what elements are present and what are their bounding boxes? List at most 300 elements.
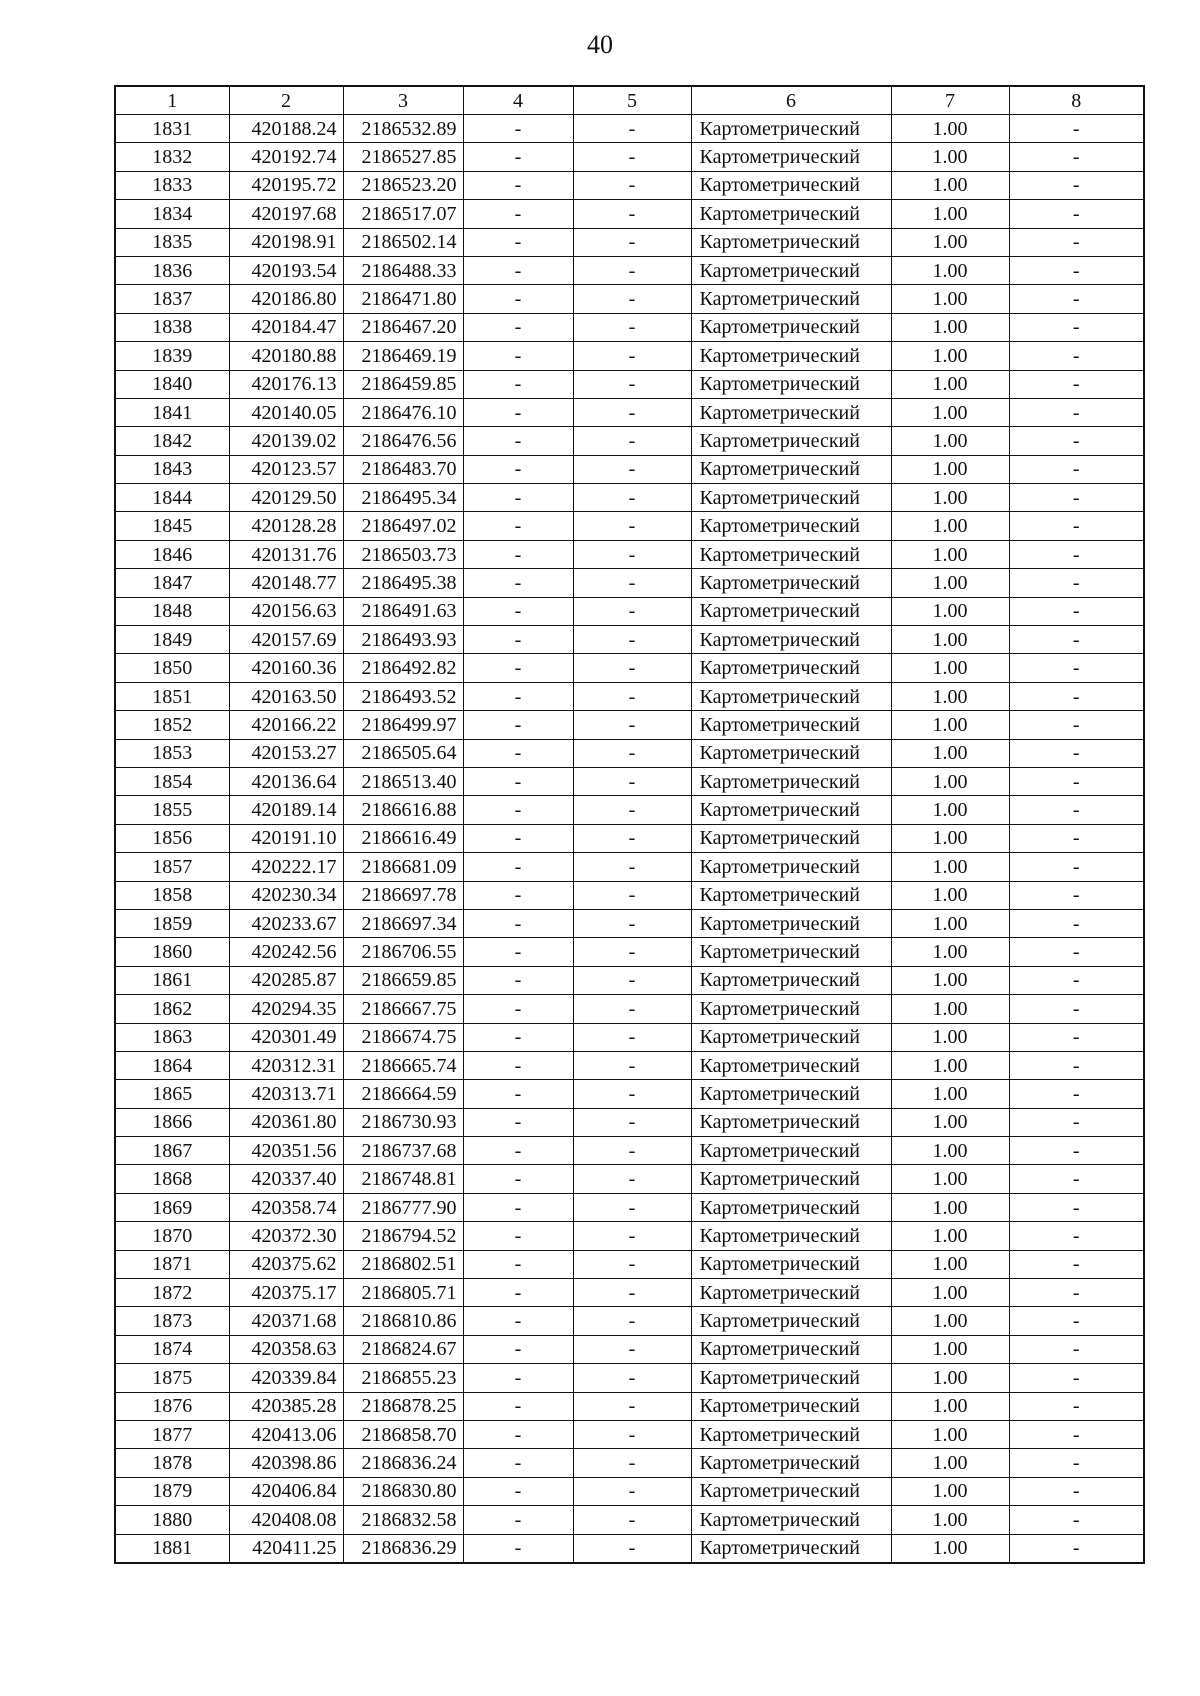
table-row [115,824,1144,852]
point-number-cell: 1843 [115,455,229,483]
x-coordinate-cell: 420413.06 [229,1420,343,1448]
point-number-cell: 1840 [115,370,229,398]
y-coordinate-cell: 2186730.93 [343,1108,463,1136]
accuracy-cell: 1.00 [891,1137,1009,1165]
column-8-cell: - [1009,484,1144,512]
column-5-cell: - [573,824,691,852]
x-coordinate-cell: 420230.34 [229,881,343,909]
accuracy-cell: 1.00 [891,512,1009,540]
table-row [115,1392,1144,1420]
point-number-cell: 1881 [115,1534,229,1563]
point-number-cell: 1861 [115,966,229,994]
method-cell: Картометрический [691,1335,891,1363]
x-coordinate-cell: 420408.08 [229,1506,343,1534]
column-4-cell: - [463,285,573,313]
point-number-cell: 1847 [115,569,229,597]
table-row [115,228,1144,256]
table-row [115,909,1144,937]
column-5-cell: - [573,1392,691,1420]
table-header-row [115,86,1144,115]
y-coordinate-cell: 2186777.90 [343,1193,463,1221]
table-row [115,1477,1144,1505]
column-5-cell: - [573,1108,691,1136]
column-4-cell: - [463,228,573,256]
column-4-cell: - [463,1023,573,1051]
column-5-cell: - [573,654,691,682]
column-8-cell: - [1009,1137,1144,1165]
accuracy-cell: 1.00 [891,342,1009,370]
column-4-cell: - [463,256,573,284]
column-header-1: 1 [115,86,229,115]
point-number-cell: 1836 [115,256,229,284]
point-number-cell: 1859 [115,909,229,937]
column-5-cell: - [573,881,691,909]
y-coordinate-cell: 2186836.29 [343,1534,463,1563]
column-4-cell: - [463,171,573,199]
method-cell: Картометрический [691,966,891,994]
column-8-cell: - [1009,995,1144,1023]
point-number-cell: 1872 [115,1279,229,1307]
table-row [115,540,1144,568]
accuracy-cell: 1.00 [891,313,1009,341]
y-coordinate-cell: 2186527.85 [343,143,463,171]
accuracy-cell: 1.00 [891,881,1009,909]
column-8-cell: - [1009,1449,1144,1477]
x-coordinate-cell: 420123.57 [229,455,343,483]
point-number-cell: 1853 [115,739,229,767]
table-row [115,1506,1144,1534]
method-cell: Картометрический [691,256,891,284]
column-5-cell: - [573,256,691,284]
column-header-4: 4 [463,86,573,115]
column-8-cell: - [1009,285,1144,313]
table-row [115,143,1144,171]
point-number-cell: 1880 [115,1506,229,1534]
accuracy-cell: 1.00 [891,540,1009,568]
column-5-cell: - [573,1534,691,1563]
column-4-cell: - [463,1477,573,1505]
column-4-cell: - [463,1193,573,1221]
x-coordinate-cell: 420385.28 [229,1392,343,1420]
method-cell: Картометрический [691,455,891,483]
table-row [115,200,1144,228]
table-row [115,1449,1144,1477]
table-row [115,626,1144,654]
method-cell: Картометрический [691,796,891,824]
column-header-6: 6 [691,86,891,115]
point-number-cell: 1876 [115,1392,229,1420]
method-cell: Картометрический [691,1420,891,1448]
column-8-cell: - [1009,455,1144,483]
method-cell: Картометрический [691,626,891,654]
column-5-cell: - [573,1080,691,1108]
y-coordinate-cell: 2186488.33 [343,256,463,284]
column-8-cell: - [1009,1108,1144,1136]
table-row [115,1108,1144,1136]
column-4-cell: - [463,1335,573,1363]
column-5-cell: - [573,1449,691,1477]
column-5-cell: - [573,1165,691,1193]
accuracy-cell: 1.00 [891,285,1009,313]
column-4-cell: - [463,200,573,228]
column-5-cell: - [573,342,691,370]
point-number-cell: 1871 [115,1250,229,1278]
table-row [115,1222,1144,1250]
method-cell: Картометрический [691,398,891,426]
table-row [115,853,1144,881]
method-cell: Картометрический [691,824,891,852]
accuracy-cell: 1.00 [891,767,1009,795]
point-number-cell: 1868 [115,1165,229,1193]
column-5-cell: - [573,1335,691,1363]
y-coordinate-cell: 2186824.67 [343,1335,463,1363]
column-5-cell: - [573,909,691,937]
x-coordinate-cell: 420148.77 [229,569,343,597]
column-5-cell: - [573,115,691,143]
accuracy-cell: 1.00 [891,1193,1009,1221]
column-8-cell: - [1009,1335,1144,1363]
method-cell: Картометрический [691,995,891,1023]
x-coordinate-cell: 420358.74 [229,1193,343,1221]
x-coordinate-cell: 420140.05 [229,398,343,426]
x-coordinate-cell: 420128.28 [229,512,343,540]
accuracy-cell: 1.00 [891,1534,1009,1563]
y-coordinate-cell: 2186499.97 [343,711,463,739]
method-cell: Картометрический [691,115,891,143]
column-5-cell: - [573,1051,691,1079]
y-coordinate-cell: 2186523.20 [343,171,463,199]
column-4-cell: - [463,1534,573,1563]
column-5-cell: - [573,143,691,171]
column-5-cell: - [573,540,691,568]
column-8-cell: - [1009,228,1144,256]
method-cell: Картометрический [691,1392,891,1420]
column-4-cell: - [463,711,573,739]
x-coordinate-cell: 420163.50 [229,682,343,710]
point-number-cell: 1866 [115,1108,229,1136]
y-coordinate-cell: 2186832.58 [343,1506,463,1534]
x-coordinate-cell: 420153.27 [229,739,343,767]
x-coordinate-cell: 420156.63 [229,597,343,625]
method-cell: Картометрический [691,1137,891,1165]
method-cell: Картометрический [691,143,891,171]
point-number-cell: 1863 [115,1023,229,1051]
table-row [115,1193,1144,1221]
column-8-cell: - [1009,938,1144,966]
method-cell: Картометрический [691,881,891,909]
accuracy-cell: 1.00 [891,1108,1009,1136]
x-coordinate-cell: 420136.64 [229,767,343,795]
point-number-cell: 1864 [115,1051,229,1079]
column-4-cell: - [463,1449,573,1477]
y-coordinate-cell: 2186493.52 [343,682,463,710]
y-coordinate-cell: 2186706.55 [343,938,463,966]
column-8-cell: - [1009,853,1144,881]
column-8-cell: - [1009,824,1144,852]
column-4-cell: - [463,398,573,426]
column-5-cell: - [573,455,691,483]
accuracy-cell: 1.00 [891,739,1009,767]
table-row [115,1051,1144,1079]
column-5-cell: - [573,739,691,767]
column-4-cell: - [463,1279,573,1307]
column-8-cell: - [1009,711,1144,739]
column-8-cell: - [1009,1279,1144,1307]
method-cell: Картометрический [691,1449,891,1477]
method-cell: Картометрический [691,1023,891,1051]
method-cell: Картометрический [691,1364,891,1392]
column-4-cell: - [463,1392,573,1420]
accuracy-cell: 1.00 [891,171,1009,199]
accuracy-cell: 1.00 [891,796,1009,824]
method-cell: Картометрический [691,1193,891,1221]
accuracy-cell: 1.00 [891,1477,1009,1505]
y-coordinate-cell: 2186502.14 [343,228,463,256]
column-header-5: 5 [573,86,691,115]
point-number-cell: 1834 [115,200,229,228]
column-4-cell: - [463,313,573,341]
y-coordinate-cell: 2186491.63 [343,597,463,625]
table-row [115,1279,1144,1307]
point-number-cell: 1862 [115,995,229,1023]
point-number-cell: 1877 [115,1420,229,1448]
point-number-cell: 1852 [115,711,229,739]
y-coordinate-cell: 2186659.85 [343,966,463,994]
point-number-cell: 1837 [115,285,229,313]
point-number-cell: 1832 [115,143,229,171]
column-8-cell: - [1009,1080,1144,1108]
y-coordinate-cell: 2186517.07 [343,200,463,228]
column-8-cell: - [1009,654,1144,682]
y-coordinate-cell: 2186467.20 [343,313,463,341]
x-coordinate-cell: 420313.71 [229,1080,343,1108]
accuracy-cell: 1.00 [891,1307,1009,1335]
column-8-cell: - [1009,256,1144,284]
point-number-cell: 1870 [115,1222,229,1250]
y-coordinate-cell: 2186805.71 [343,1279,463,1307]
column-8-cell: - [1009,313,1144,341]
column-5-cell: - [573,285,691,313]
table-row [115,767,1144,795]
column-5-cell: - [573,1420,691,1448]
y-coordinate-cell: 2186737.68 [343,1137,463,1165]
column-8-cell: - [1009,767,1144,795]
point-number-cell: 1878 [115,1449,229,1477]
column-4-cell: - [463,767,573,795]
column-4-cell: - [463,1250,573,1278]
table-row [115,1023,1144,1051]
column-5-cell: - [573,1193,691,1221]
column-4-cell: - [463,682,573,710]
point-number-cell: 1848 [115,597,229,625]
column-5-cell: - [573,1279,691,1307]
point-number-cell: 1856 [115,824,229,852]
method-cell: Картометрический [691,512,891,540]
column-8-cell: - [1009,1222,1144,1250]
column-4-cell: - [463,881,573,909]
x-coordinate-cell: 420195.72 [229,171,343,199]
accuracy-cell: 1.00 [891,966,1009,994]
column-5-cell: - [573,484,691,512]
accuracy-cell: 1.00 [891,654,1009,682]
page-number: 40 [587,30,613,59]
table-row [115,342,1144,370]
y-coordinate-cell: 2186483.70 [343,455,463,483]
accuracy-cell: 1.00 [891,115,1009,143]
column-4-cell: - [463,1108,573,1136]
column-4-cell: - [463,824,573,852]
point-number-cell: 1854 [115,767,229,795]
column-8-cell: - [1009,1506,1144,1534]
column-8-cell: - [1009,200,1144,228]
x-coordinate-cell: 420131.76 [229,540,343,568]
x-coordinate-cell: 420197.68 [229,200,343,228]
column-header-8: 8 [1009,86,1144,115]
table-row [115,1420,1144,1448]
column-8-cell: - [1009,1051,1144,1079]
point-number-cell: 1844 [115,484,229,512]
accuracy-cell: 1.00 [891,824,1009,852]
y-coordinate-cell: 2186681.09 [343,853,463,881]
method-cell: Картометрический [691,1222,891,1250]
column-5-cell: - [573,597,691,625]
accuracy-cell: 1.00 [891,909,1009,937]
column-8-cell: - [1009,143,1144,171]
accuracy-cell: 1.00 [891,143,1009,171]
column-8-cell: - [1009,597,1144,625]
column-header-2: 2 [229,86,343,115]
y-coordinate-cell: 2186532.89 [343,115,463,143]
table-row [115,597,1144,625]
column-8-cell: - [1009,1307,1144,1335]
column-4-cell: - [463,370,573,398]
column-5-cell: - [573,228,691,256]
x-coordinate-cell: 420285.87 [229,966,343,994]
column-8-cell: - [1009,1477,1144,1505]
x-coordinate-cell: 420339.84 [229,1364,343,1392]
column-8-cell: - [1009,1165,1144,1193]
accuracy-cell: 1.00 [891,1506,1009,1534]
column-5-cell: - [573,1023,691,1051]
table-row [115,1534,1144,1563]
y-coordinate-cell: 2186667.75 [343,995,463,1023]
table-row [115,1335,1144,1363]
method-cell: Картометрический [691,569,891,597]
method-cell: Картометрический [691,540,891,568]
accuracy-cell: 1.00 [891,853,1009,881]
column-5-cell: - [573,1477,691,1505]
y-coordinate-cell: 2186855.23 [343,1364,463,1392]
y-coordinate-cell: 2186748.81 [343,1165,463,1193]
point-number-cell: 1858 [115,881,229,909]
x-coordinate-cell: 420375.17 [229,1279,343,1307]
point-number-cell: 1855 [115,796,229,824]
accuracy-cell: 1.00 [891,1023,1009,1051]
table-body [115,115,1144,1563]
method-cell: Картометрический [691,597,891,625]
table-row [115,455,1144,483]
column-5-cell: - [573,313,691,341]
accuracy-cell: 1.00 [891,200,1009,228]
accuracy-cell: 1.00 [891,1420,1009,1448]
table-row [115,484,1144,512]
y-coordinate-cell: 2186794.52 [343,1222,463,1250]
y-coordinate-cell: 2186836.24 [343,1449,463,1477]
column-5-cell: - [573,966,691,994]
column-5-cell: - [573,427,691,455]
x-coordinate-cell: 420312.31 [229,1051,343,1079]
column-4-cell: - [463,512,573,540]
table-row [115,1307,1144,1335]
point-number-cell: 1874 [115,1335,229,1363]
column-8-cell: - [1009,1534,1144,1563]
y-coordinate-cell: 2186858.70 [343,1420,463,1448]
y-coordinate-cell: 2186802.51 [343,1250,463,1278]
method-cell: Картометрический [691,1051,891,1079]
point-number-cell: 1841 [115,398,229,426]
column-8-cell: - [1009,540,1144,568]
accuracy-cell: 1.00 [891,1449,1009,1477]
table-row [115,682,1144,710]
method-cell: Картометрический [691,654,891,682]
accuracy-cell: 1.00 [891,1080,1009,1108]
column-4-cell: - [463,1364,573,1392]
column-8-cell: - [1009,1392,1144,1420]
x-coordinate-cell: 420398.86 [229,1449,343,1477]
x-coordinate-cell: 420372.30 [229,1222,343,1250]
method-cell: Картометрический [691,1080,891,1108]
y-coordinate-cell: 2186505.64 [343,739,463,767]
point-number-cell: 1842 [115,427,229,455]
column-5-cell: - [573,1222,691,1250]
y-coordinate-cell: 2186513.40 [343,767,463,795]
table-row [115,995,1144,1023]
x-coordinate-cell: 420294.35 [229,995,343,1023]
table-row [115,115,1144,143]
column-8-cell: - [1009,739,1144,767]
column-8-cell: - [1009,966,1144,994]
column-4-cell: - [463,1137,573,1165]
y-coordinate-cell: 2186492.82 [343,654,463,682]
x-coordinate-cell: 420375.62 [229,1250,343,1278]
column-5-cell: - [573,512,691,540]
table-row [115,1165,1144,1193]
column-8-cell: - [1009,512,1144,540]
column-8-cell: - [1009,909,1144,937]
table-row [115,398,1144,426]
column-5-cell: - [573,398,691,426]
table-row [115,1137,1144,1165]
column-5-cell: - [573,1506,691,1534]
accuracy-cell: 1.00 [891,1392,1009,1420]
table-row [115,569,1144,597]
x-coordinate-cell: 420192.74 [229,143,343,171]
y-coordinate-cell: 2186697.78 [343,881,463,909]
method-cell: Картометрический [691,370,891,398]
accuracy-cell: 1.00 [891,484,1009,512]
column-5-cell: - [573,938,691,966]
x-coordinate-cell: 420191.10 [229,824,343,852]
point-number-cell: 1865 [115,1080,229,1108]
x-coordinate-cell: 420361.80 [229,1108,343,1136]
point-number-cell: 1879 [115,1477,229,1505]
column-4-cell: - [463,909,573,937]
accuracy-cell: 1.00 [891,1165,1009,1193]
x-coordinate-cell: 420180.88 [229,342,343,370]
y-coordinate-cell: 2186664.59 [343,1080,463,1108]
point-number-cell: 1875 [115,1364,229,1392]
table-row [115,313,1144,341]
